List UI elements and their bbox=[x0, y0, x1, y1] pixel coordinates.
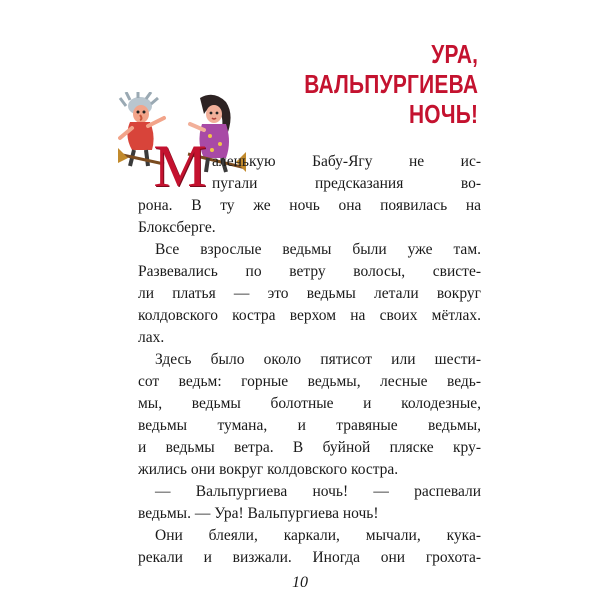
page-number: 10 bbox=[292, 574, 308, 591]
body-text-line: Все взрослые ведьмы были уже там. bbox=[155, 241, 481, 258]
chapter-title-line: УРА, bbox=[430, 41, 478, 69]
body-text-line: жились они вокруг колдовского костра. bbox=[138, 461, 399, 478]
body-text-line: пугали предсказания во- bbox=[212, 175, 481, 192]
chapter-title-line: НОЧЬ! bbox=[408, 101, 478, 129]
body-text-line: мы, ведьмы болотные и колодезные, bbox=[138, 395, 481, 412]
body-text-line: и ведьмы ветра. В буйной пляске кру- bbox=[138, 439, 481, 456]
body-text-line: Они блеяли, каркали, мычали, кука- bbox=[155, 527, 481, 544]
body-text-line: сот ведьм: горные ведьмы, лесные ведь- bbox=[138, 373, 481, 390]
body-text-line: Развевались по ветру волосы, свисте- bbox=[138, 263, 481, 280]
body-text-line: Блоксберге. bbox=[138, 219, 216, 236]
body-text-line: колдовского костра верхом на своих мётлах. bbox=[138, 307, 481, 324]
body-text-line: рона. В ту же ночь она появилась на bbox=[138, 197, 481, 214]
chapter-title-line: ВАЛЬПУРГИЕВА bbox=[303, 71, 478, 99]
chapter-title bbox=[304, 40, 478, 130]
body-text-line: рекали и визжали. Иногда они грохота- bbox=[138, 549, 481, 566]
body-text-line: ли платья — это ведьмы летали вокруг bbox=[138, 285, 481, 302]
body-text-line: ведьмы. — Ура! Вальпургиева ночь! bbox=[138, 505, 379, 522]
body-text-line: лах. bbox=[138, 329, 165, 346]
body-text-line: аленькую Бабу-Ягу не ис- bbox=[212, 153, 481, 170]
body-text-line: ведьмы тумана, и травяные ведьмы, bbox=[138, 417, 481, 434]
drop-cap-letter: М bbox=[153, 133, 207, 199]
body-text-line: — Вальпургиева ночь! — распевали bbox=[155, 483, 481, 500]
body-text-line: Здесь было около пятисот или шести- bbox=[155, 351, 481, 368]
